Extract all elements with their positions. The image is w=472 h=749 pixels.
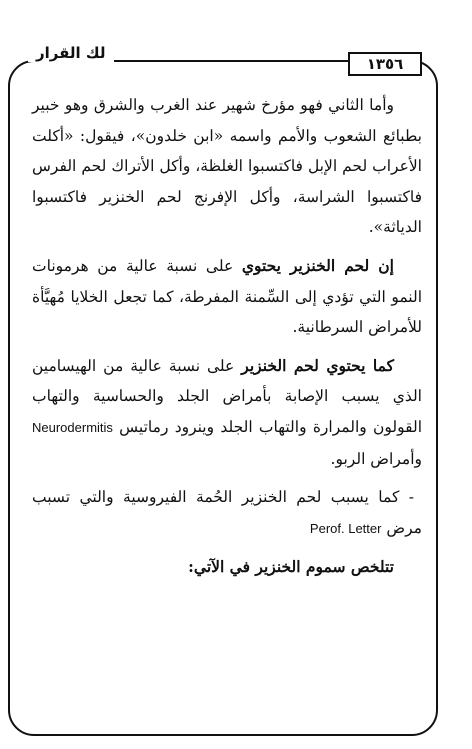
latin-term: Perof. Letter xyxy=(309,520,382,536)
paragraph-text: على نسبة عالية من هرمونات النمو التي تؤدي إلى السِّمنة المفرطة، كما تجعل الخلايا مُهيَّأة للأمراض السرطانية. xyxy=(32,256,422,337)
paragraph-text: وأما الثاني فهو مؤرخ شهير عند الغرب والشرق وهو خبير بطبائع الشعوب والأمم واسمه «ابن خلدون»، فيقول: «أكلت الأعراب لحم الإبل فاكتسبوا الغلظة، وأكل الأتراك لحم الفرس فاكتسبوا الشراسة، وأكل الإفرنج لحم الخنزير فاكتسبوا الدياثة». xyxy=(32,96,422,237)
paragraph-text-end: وأمراض الربو. xyxy=(330,449,422,468)
header-rule xyxy=(136,60,340,62)
paragraph-histamine xyxy=(32,351,422,474)
paragraph-hormones xyxy=(32,251,422,343)
bullet-virus xyxy=(32,482,422,544)
paragraph-lead: إن لحم الخنزير يحتوي xyxy=(241,255,394,275)
paragraph-ibn-khaldun xyxy=(32,90,422,243)
bullet-text: - كما يسبب لحم الخنزير الحُمة الفيروسية والتي تسبب مرض xyxy=(32,488,422,537)
running-header-title: لك القرار xyxy=(28,44,114,62)
latin-term: Neurodermitis xyxy=(32,419,113,435)
section-heading: تتلخص سموم الخنزير في الآتي: xyxy=(188,557,394,577)
page-number: ١٣٥٦ xyxy=(348,52,422,76)
paragraph-lead: كما يحتوي لحم الخنزير xyxy=(241,355,394,375)
paragraph-text: على نسبة عالية من الهيسامين الذي يسبب الإصابة بأمراض الجلد والحساسية والتهاب القولون والمرارة والتهاب الجلد وينرود رماتيس xyxy=(32,356,422,436)
body-text xyxy=(32,90,422,583)
